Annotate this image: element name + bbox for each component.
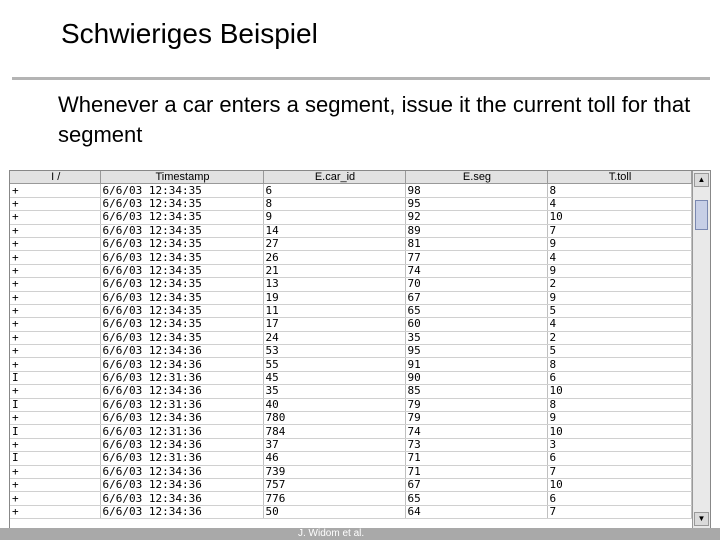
cell-timestamp: 6/6/03 12:34:35 <box>100 278 263 291</box>
cell-insert-delete: + <box>10 251 100 264</box>
cell-car-id: 739 <box>263 465 405 478</box>
cell-insert-delete: + <box>10 278 100 291</box>
cell-timestamp: 6/6/03 12:31:36 <box>100 452 263 465</box>
table-row[interactable] <box>10 251 691 264</box>
cell-insert-delete: + <box>10 478 100 491</box>
cell-car-id: 55 <box>263 358 405 371</box>
table-row[interactable] <box>10 291 691 304</box>
results-table-window <box>9 170 711 530</box>
cell-segment: 74 <box>405 264 547 277</box>
table-row[interactable] <box>10 345 691 358</box>
cell-segment: 89 <box>405 224 547 237</box>
cell-timestamp: 6/6/03 12:34:35 <box>100 264 263 277</box>
cell-insert-delete: + <box>10 505 100 518</box>
cell-car-id: 26 <box>263 251 405 264</box>
footer-credit: J. Widom et al. <box>298 528 365 539</box>
table-row[interactable] <box>10 452 691 465</box>
scroll-thumb[interactable] <box>695 200 708 230</box>
column-header-toll[interactable]: T.toll <box>547 171 691 184</box>
table-row[interactable] <box>10 425 691 438</box>
table-row[interactable] <box>10 478 691 491</box>
cell-toll: 9 <box>547 412 691 425</box>
cell-timestamp: 6/6/03 12:34:36 <box>100 465 263 478</box>
cell-car-id: 6 <box>263 184 405 197</box>
cell-insert-delete: I <box>10 425 100 438</box>
cell-timestamp: 6/6/03 12:34:35 <box>100 318 263 331</box>
cell-toll: 9 <box>547 264 691 277</box>
cell-car-id: 50 <box>263 505 405 518</box>
cell-segment: 91 <box>405 358 547 371</box>
cell-segment: 65 <box>405 304 547 317</box>
cell-toll: 6 <box>547 492 691 505</box>
table-row[interactable] <box>10 318 691 331</box>
table-row[interactable] <box>10 371 691 384</box>
cell-toll: 10 <box>547 385 691 398</box>
cell-car-id: 14 <box>263 224 405 237</box>
cell-car-id: 35 <box>263 385 405 398</box>
table-row[interactable] <box>10 465 691 478</box>
cell-toll: 2 <box>547 331 691 344</box>
cell-toll: 8 <box>547 398 691 411</box>
cell-insert-delete: + <box>10 318 100 331</box>
cell-timestamp: 6/6/03 12:34:35 <box>100 331 263 344</box>
cell-segment: 81 <box>405 237 547 250</box>
cell-segment: 35 <box>405 331 547 344</box>
cell-toll: 9 <box>547 237 691 250</box>
cell-insert-delete: + <box>10 412 100 425</box>
cell-segment: 95 <box>405 345 547 358</box>
cell-car-id: 46 <box>263 452 405 465</box>
cell-segment: 64 <box>405 505 547 518</box>
footer-bar <box>0 528 720 540</box>
cell-car-id: 776 <box>263 492 405 505</box>
cell-insert-delete: + <box>10 492 100 505</box>
table-row[interactable] <box>10 197 691 210</box>
cell-car-id: 17 <box>263 318 405 331</box>
cell-car-id: 40 <box>263 398 405 411</box>
results-table <box>10 171 692 519</box>
cell-segment: 90 <box>405 371 547 384</box>
table-row[interactable] <box>10 224 691 237</box>
cell-segment: 98 <box>405 184 547 197</box>
cell-segment: 92 <box>405 211 547 224</box>
cell-insert-delete: + <box>10 184 100 197</box>
cell-car-id: 784 <box>263 425 405 438</box>
cell-timestamp: 6/6/03 12:34:36 <box>100 505 263 518</box>
cell-timestamp: 6/6/03 12:31:36 <box>100 371 263 384</box>
cell-car-id: 37 <box>263 438 405 451</box>
cell-toll: 9 <box>547 291 691 304</box>
cell-toll: 3 <box>547 438 691 451</box>
table-header-row <box>10 171 691 184</box>
table-row[interactable] <box>10 278 691 291</box>
arrow-up-icon[interactable]: ▲ <box>694 173 709 187</box>
table-row[interactable] <box>10 438 691 451</box>
cell-insert-delete: + <box>10 237 100 250</box>
cell-timestamp: 6/6/03 12:31:36 <box>100 398 263 411</box>
cell-insert-delete: + <box>10 197 100 210</box>
cell-insert-delete: + <box>10 385 100 398</box>
cell-segment: 79 <box>405 412 547 425</box>
cell-insert-delete: + <box>10 304 100 317</box>
cell-toll: 7 <box>547 465 691 478</box>
cell-car-id: 21 <box>263 264 405 277</box>
cell-toll: 4 <box>547 251 691 264</box>
cell-insert-delete: I <box>10 398 100 411</box>
cell-timestamp: 6/6/03 12:34:35 <box>100 237 263 250</box>
cell-car-id: 27 <box>263 237 405 250</box>
cell-segment: 74 <box>405 425 547 438</box>
column-header-segment[interactable]: E.seg <box>405 171 547 184</box>
cell-timestamp: 6/6/03 12:34:36 <box>100 478 263 491</box>
cell-insert-delete: + <box>10 438 100 451</box>
table-row[interactable] <box>10 211 691 224</box>
column-header-insert-delete[interactable]: I / <box>10 171 100 184</box>
cell-insert-delete: + <box>10 331 100 344</box>
table-row[interactable] <box>10 412 691 425</box>
cell-car-id: 11 <box>263 304 405 317</box>
cell-car-id: 780 <box>263 412 405 425</box>
bullet-text: Whenever a car enters a segment, issue it the current toll for that segment <box>58 92 691 147</box>
cell-timestamp: 6/6/03 12:34:35 <box>100 197 263 210</box>
cell-car-id: 9 <box>263 211 405 224</box>
cell-toll: 6 <box>547 371 691 384</box>
cell-segment: 70 <box>405 278 547 291</box>
cell-toll: 5 <box>547 304 691 317</box>
column-header-timestamp[interactable]: Timestamp <box>100 171 263 184</box>
cell-toll: 8 <box>547 184 691 197</box>
table-body <box>10 184 691 519</box>
cell-toll: 4 <box>547 197 691 210</box>
title-divider <box>12 77 710 80</box>
table-row[interactable] <box>10 398 691 411</box>
cell-timestamp: 6/6/03 12:31:36 <box>100 425 263 438</box>
cell-toll: 7 <box>547 505 691 518</box>
cell-segment: 65 <box>405 492 547 505</box>
cell-car-id: 8 <box>263 197 405 210</box>
cell-insert-delete: + <box>10 345 100 358</box>
cell-insert-delete: + <box>10 224 100 237</box>
cell-insert-delete: I <box>10 371 100 384</box>
cell-insert-delete: + <box>10 291 100 304</box>
cell-insert-delete: I <box>10 452 100 465</box>
table-row[interactable] <box>10 304 691 317</box>
cell-insert-delete: + <box>10 358 100 371</box>
cell-timestamp: 6/6/03 12:34:35 <box>100 224 263 237</box>
cell-car-id: 13 <box>263 278 405 291</box>
cell-timestamp: 6/6/03 12:34:36 <box>100 385 263 398</box>
cell-toll: 10 <box>547 478 691 491</box>
cell-segment: 60 <box>405 318 547 331</box>
cell-segment: 71 <box>405 465 547 478</box>
cell-toll: 7 <box>547 224 691 237</box>
cell-toll: 5 <box>547 345 691 358</box>
table-row[interactable] <box>10 237 691 250</box>
vertical-scrollbar[interactable] <box>692 171 710 529</box>
slide-title: Schwieriges Beispiel <box>61 18 318 49</box>
cell-toll: 8 <box>547 358 691 371</box>
cell-toll: 2 <box>547 278 691 291</box>
cell-segment: 77 <box>405 251 547 264</box>
column-header-car-id[interactable]: E.car_id <box>263 171 405 184</box>
cell-toll: 10 <box>547 211 691 224</box>
cell-toll: 10 <box>547 425 691 438</box>
cell-segment: 85 <box>405 385 547 398</box>
table-row[interactable] <box>10 492 691 505</box>
table-row[interactable] <box>10 385 691 398</box>
cell-segment: 79 <box>405 398 547 411</box>
cell-car-id: 19 <box>263 291 405 304</box>
cell-insert-delete: + <box>10 264 100 277</box>
table-row[interactable] <box>10 505 691 518</box>
cell-timestamp: 6/6/03 12:34:36 <box>100 358 263 371</box>
cell-timestamp: 6/6/03 12:34:35 <box>100 291 263 304</box>
cell-toll: 6 <box>547 452 691 465</box>
cell-car-id: 45 <box>263 371 405 384</box>
cell-timestamp: 6/6/03 12:34:36 <box>100 438 263 451</box>
cell-timestamp: 6/6/03 12:34:35 <box>100 211 263 224</box>
cell-insert-delete: + <box>10 465 100 478</box>
cell-segment: 95 <box>405 197 547 210</box>
cell-timestamp: 6/6/03 12:34:36 <box>100 492 263 505</box>
cell-car-id: 757 <box>263 478 405 491</box>
cell-timestamp: 6/6/03 12:34:36 <box>100 345 263 358</box>
cell-timestamp: 6/6/03 12:34:36 <box>100 412 263 425</box>
cell-timestamp: 6/6/03 12:34:35 <box>100 304 263 317</box>
cell-timestamp: 6/6/03 12:34:35 <box>100 251 263 264</box>
cell-car-id: 53 <box>263 345 405 358</box>
cell-toll: 4 <box>547 318 691 331</box>
cell-insert-delete: + <box>10 211 100 224</box>
cell-segment: 67 <box>405 478 547 491</box>
arrow-down-icon[interactable]: ▼ <box>694 512 709 526</box>
cell-car-id: 24 <box>263 331 405 344</box>
table-row[interactable] <box>10 264 691 277</box>
table-row[interactable] <box>10 331 691 344</box>
cell-timestamp: 6/6/03 12:34:35 <box>100 184 263 197</box>
table-row[interactable] <box>10 358 691 371</box>
cell-segment: 73 <box>405 438 547 451</box>
table-row[interactable] <box>10 184 691 197</box>
cell-segment: 71 <box>405 452 547 465</box>
cell-segment: 67 <box>405 291 547 304</box>
